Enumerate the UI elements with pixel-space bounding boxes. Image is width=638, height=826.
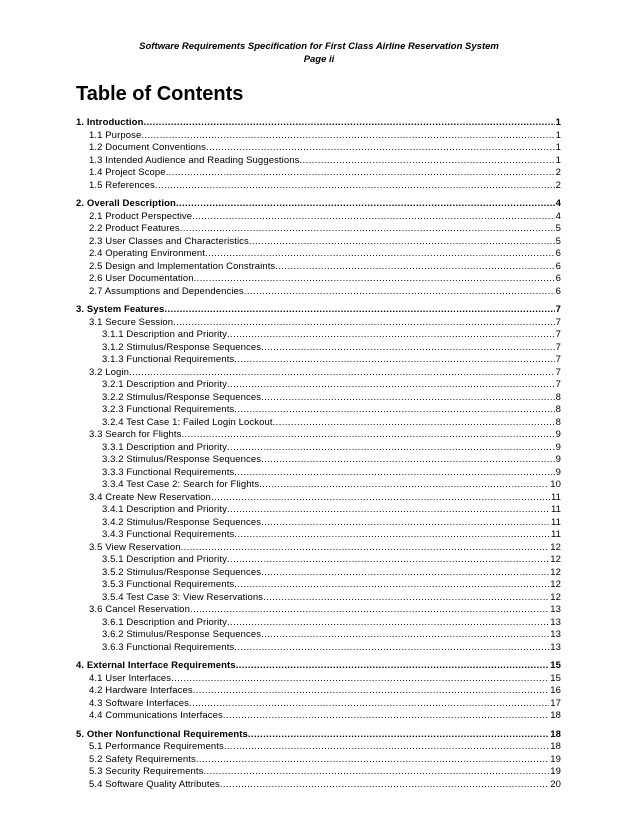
dot-leader [196, 754, 549, 767]
toc-entry-2-5-design-and-implementation-constraints[interactable] [76, 261, 561, 274]
toc-entry-1-5-references[interactable] [76, 180, 561, 193]
dot-leader [176, 198, 555, 211]
toc-entry-page-number: 12 [550, 591, 561, 603]
dot-leader [234, 467, 554, 480]
dot-leader [234, 579, 549, 592]
dot-leader [236, 660, 550, 673]
dot-leader [261, 392, 555, 405]
toc-entry-label: 3.2.2 Stimulus/Response Sequences [102, 391, 262, 403]
dot-leader [141, 130, 554, 143]
toc-entry-3-5-1-description-and-priority[interactable] [76, 554, 561, 567]
toc-entry-page-number: 9 [555, 466, 561, 478]
toc-entry-page-number: 20 [550, 778, 561, 790]
toc-entry-page-number: 7 [555, 379, 561, 390]
toc-entry-page-number: 1 [555, 117, 561, 128]
dot-leader [261, 342, 555, 355]
toc-entry-label: 3.4.3 Functional Requirements [102, 529, 235, 540]
dot-leader [249, 236, 555, 249]
toc-entry-page-number: 5 [555, 223, 561, 234]
toc-entry-label: 1.5 References [89, 179, 155, 191]
toc-entry-1-1-purpose[interactable] [76, 130, 561, 143]
toc-entry-5-1-performance-requirements[interactable] [76, 741, 561, 754]
toc-entry-2-7-assumptions-and-dependencies[interactable] [76, 286, 561, 299]
dot-leader [227, 442, 555, 455]
toc-entry-page-number: 2 [555, 167, 561, 178]
toc-entry-page-number: 6 [555, 248, 561, 259]
toc-entry-label: 5.3 Security Requirements [89, 766, 204, 777]
toc-entry-3-6-cancel-reservation[interactable] [76, 604, 561, 617]
dot-leader [227, 329, 555, 342]
toc-entry-label: 1.1 Purpose [89, 129, 142, 141]
toc-entry-page-number: 7 [555, 316, 561, 328]
dot-leader [261, 454, 555, 467]
toc-entry-page-number: 4 [555, 198, 561, 209]
toc-entry-label: 2. Overall Description [76, 198, 176, 209]
toc-entry-5-2-safety-requirements[interactable] [76, 754, 561, 767]
toc-entry-page-number: 11 [550, 529, 561, 540]
toc-entry-label: 2.4 Operating Environment [89, 248, 206, 259]
toc-entry-label: 3.3.3 Functional Requirements [102, 466, 235, 478]
toc-entry-label: 3.3.1 Description and Priority [102, 441, 227, 453]
toc-entry-label: 1.4 Project Scope [89, 167, 166, 178]
dot-leader [181, 542, 550, 555]
toc-entry-3-system-features[interactable] [76, 304, 561, 317]
toc-entry-page-number: 12 [550, 566, 561, 578]
toc-entry-label: 3.6 Cancel Reservation [89, 604, 190, 615]
toc-entry-3-4-create-new-reservation[interactable] [76, 492, 561, 505]
toc-entry-3-6-1-description-and-priority[interactable] [76, 617, 561, 630]
dot-leader [273, 417, 555, 430]
dot-leader [261, 629, 549, 642]
toc-entry-3-4-1-description-and-priority[interactable] [76, 504, 561, 517]
dot-leader [129, 367, 555, 380]
toc-entry-label: 3.3 Search for Flights [89, 429, 182, 440]
toc-entry-5-3-security-requirements[interactable] [76, 766, 561, 779]
toc-entry-3-5-view-reservation[interactable] [76, 542, 561, 555]
table-of-contents [76, 117, 561, 797]
toc-entry-label: 2.5 Design and Implementation Constraints [89, 260, 276, 272]
toc-entry-page-number: 9 [555, 441, 561, 453]
toc-entry-page-number: 16 [550, 685, 561, 696]
toc-entry-label: 4.1 User Interfaces [89, 672, 172, 684]
toc-entry-label: 3.5.4 Test Case 3: View Reservations [102, 591, 264, 603]
toc-entry-page-number: 13 [550, 641, 561, 653]
toc-section [76, 198, 561, 298]
toc-entry-label: 3.5.3 Functional Requirements [102, 579, 235, 590]
dot-leader [166, 167, 555, 180]
toc-entry-page-number: 12 [550, 554, 561, 565]
running-header [0, 40, 638, 66]
toc-entry-page-number: 11 [550, 504, 561, 515]
toc-entry-2-3-user-classes-and-characteristics[interactable] [76, 236, 561, 249]
toc-entry-label: 3.5.2 Stimulus/Response Sequences [102, 566, 262, 578]
toc-entry-4-1-user-interfaces[interactable] [76, 673, 561, 686]
dot-leader [244, 286, 555, 299]
toc-entry-3-2-login[interactable] [76, 367, 561, 380]
toc-entry-label: 3.3.4 Test Case 2: Search for Flights [102, 479, 260, 490]
toc-entry-label: 4.3 Software Interfaces [89, 697, 189, 709]
dot-leader [300, 155, 555, 168]
toc-entry-label: 4. External Interface Requirements [76, 660, 236, 671]
toc-entry-label: 2.3 User Classes and Characteristics [89, 235, 249, 247]
toc-entry-label: 1.2 Document Conventions [89, 142, 206, 153]
toc-entry-label: 4.4 Communications Interfaces [89, 710, 223, 721]
toc-entry-page-number: 7 [555, 304, 561, 315]
toc-section [76, 660, 561, 723]
dot-leader [227, 617, 549, 630]
dot-leader [206, 142, 555, 155]
dot-leader [227, 554, 549, 567]
toc-entry-2-4-operating-environment[interactable] [76, 248, 561, 261]
toc-entry-page-number: 13 [550, 629, 561, 640]
dot-leader [211, 492, 550, 505]
toc-entry-page-number: 18 [550, 728, 561, 740]
toc-entry-label: 3. System Features [76, 304, 165, 315]
dot-leader [261, 517, 550, 530]
toc-entry-page-number: 6 [555, 285, 561, 297]
toc-entry-4-external-interface-requirements[interactable] [76, 660, 561, 673]
toc-entry-3-5-3-functional-requirements[interactable] [76, 579, 561, 592]
toc-entry-page-number: 6 [555, 260, 561, 272]
toc-entry-label: 3.2.1 Description and Priority [102, 379, 227, 390]
dot-leader [164, 304, 554, 317]
toc-entry-3-4-2-stimulus-response-sequences[interactable] [76, 517, 561, 530]
toc-entry-1-4-project-scope[interactable] [76, 167, 561, 180]
toc-entry-label: 3.2.3 Functional Requirements [102, 404, 235, 415]
toc-entry-page-number: 9 [555, 429, 561, 440]
toc-entry-label: 3.4 Create New Reservation [89, 491, 211, 503]
toc-entry-page-number: 5 [555, 235, 561, 247]
toc-entry-page-number: 7 [555, 329, 561, 340]
dot-leader [227, 504, 550, 517]
toc-entry-page-number: 18 [550, 741, 561, 752]
toc-entry-page-number: 12 [550, 579, 561, 590]
toc-entry-label: 2.6 User Documentation [89, 273, 194, 284]
toc-entry-page-number: 11 [550, 516, 561, 528]
toc-entry-page-number: 8 [555, 404, 561, 415]
toc-entry-2-1-product-perspective[interactable] [76, 211, 561, 224]
dot-leader [171, 673, 549, 686]
toc-entry-label: 2.2 Product Features [89, 223, 180, 234]
dot-leader [259, 479, 549, 492]
toc-entry-3-3-3-functional-requirements[interactable] [76, 467, 561, 480]
toc-entry-label: 2.7 Assumptions and Dependencies [89, 285, 244, 297]
toc-entry-3-2-3-functional-requirements[interactable] [76, 404, 561, 417]
toc-entry-page-number: 12 [550, 541, 561, 553]
toc-entry-3-1-1-description-and-priority[interactable] [76, 329, 561, 342]
toc-entry-label: 3.6.3 Functional Requirements [102, 641, 235, 653]
toc-entry-label: 3.3.2 Stimulus/Response Sequences [102, 454, 262, 465]
dot-leader [248, 729, 549, 742]
toc-entry-label: 3.4.1 Description and Priority [102, 504, 227, 515]
toc-entry-page-number: 1 [555, 142, 561, 153]
toc-entry-label: 2.1 Product Perspective [89, 210, 193, 222]
dot-leader [220, 779, 549, 792]
toc-title: Table of Contents [76, 83, 244, 105]
toc-entry-page-number: 4 [555, 210, 561, 222]
toc-entry-4-3-software-interfaces[interactable] [76, 698, 561, 711]
toc-entry-3-3-search-for-flights[interactable] [76, 429, 561, 442]
toc-entry-2-2-product-features[interactable] [76, 223, 561, 236]
toc-entry-3-1-secure-session[interactable] [76, 317, 561, 330]
toc-entry-3-6-2-stimulus-response-sequences[interactable] [76, 629, 561, 642]
toc-entry-3-6-3-functional-requirements[interactable] [76, 642, 561, 655]
toc-entry-page-number: 1 [555, 154, 561, 166]
toc-section [76, 304, 561, 654]
toc-entry-label: 3.2.4 Test Case 1: Failed Login Lockout [102, 416, 273, 428]
toc-entry-4-4-communications-interfaces[interactable] [76, 710, 561, 723]
toc-entry-1-introduction[interactable] [76, 117, 561, 130]
toc-entry-3-1-3-functional-requirements[interactable] [76, 354, 561, 367]
toc-entry-3-3-1-description-and-priority[interactable] [76, 442, 561, 455]
toc-entry-label: 3.1.3 Functional Requirements [102, 354, 235, 365]
toc-entry-label: 1.3 Intended Audience and Reading Suggestions [89, 154, 300, 166]
toc-entry-3-2-4-test-case-1-failed-login-lockout[interactable] [76, 417, 561, 430]
toc-entry-page-number: 7 [555, 354, 561, 365]
toc-entry-label: 3.5.1 Description and Priority [102, 554, 227, 565]
dot-leader [180, 223, 555, 236]
dot-leader [173, 317, 554, 330]
toc-entry-label: 3.6.1 Description and Priority [102, 616, 227, 628]
toc-entry-2-overall-description[interactable] [76, 198, 561, 211]
toc-entry-1-3-intended-audience-and-reading-suggestions[interactable] [76, 155, 561, 168]
dot-leader [143, 117, 554, 130]
toc-section [76, 729, 561, 792]
toc-entry-3-5-2-stimulus-response-sequences[interactable] [76, 567, 561, 580]
toc-entry-label: 3.1.1 Description and Priority [102, 329, 227, 340]
toc-entry-page-number: 15 [550, 660, 561, 671]
dot-leader [194, 273, 555, 286]
document-title-header: Software Requirements Specification for First Class Airline Reservation System [139, 41, 499, 52]
dot-leader [189, 698, 549, 711]
dot-leader [261, 567, 549, 580]
toc-entry-page-number: 7 [555, 341, 561, 353]
toc-entry-label: 4.2 Hardware Interfaces [89, 685, 193, 696]
toc-entry-page-number: 1 [555, 129, 561, 141]
dot-leader [190, 604, 549, 617]
toc-entry-page-number: 13 [550, 604, 561, 615]
toc-entry-page-number: 7 [555, 366, 561, 378]
dot-leader [224, 741, 549, 754]
dot-leader [182, 429, 555, 442]
toc-entry-3-4-3-functional-requirements[interactable] [76, 529, 561, 542]
toc-entry-5-other-nonfunctional-requirements[interactable] [76, 729, 561, 742]
toc-entry-page-number: 9 [555, 454, 561, 465]
dot-leader [227, 379, 555, 392]
toc-entry-label: 3.1.2 Stimulus/Response Sequences [102, 341, 262, 353]
toc-entry-2-6-user-documentation[interactable] [76, 273, 561, 286]
dot-leader [155, 180, 555, 193]
toc-entry-page-number: 17 [550, 697, 561, 709]
toc-entry-3-3-2-stimulus-response-sequences[interactable] [76, 454, 561, 467]
toc-entry-label: 3.2 Login [89, 366, 129, 378]
toc-entry-3-3-4-test-case-2-search-for-flights[interactable] [76, 479, 561, 492]
dot-leader [234, 404, 554, 417]
dot-leader [234, 354, 554, 367]
toc-entry-3-1-2-stimulus-response-sequences[interactable] [76, 342, 561, 355]
toc-entry-page-number: 6 [555, 273, 561, 284]
dot-leader [192, 211, 554, 224]
toc-entry-3-5-4-test-case-3-view-reservations[interactable] [76, 592, 561, 605]
toc-entry-page-number: 15 [550, 672, 561, 684]
toc-entry-label: 5.4 Software Quality Attributes [89, 778, 220, 790]
toc-entry-label: 3.6.2 Stimulus/Response Sequences [102, 629, 262, 640]
toc-entry-page-number: 11 [550, 491, 561, 503]
toc-entry-page-number: 19 [550, 753, 561, 765]
dot-leader [223, 710, 549, 723]
toc-entry-label: 1. Introduction [76, 117, 144, 128]
dot-leader [263, 592, 549, 605]
toc-entry-page-number: 19 [550, 766, 561, 777]
toc-entry-page-number: 13 [550, 616, 561, 628]
toc-entry-4-2-hardware-interfaces[interactable] [76, 685, 561, 698]
toc-entry-label: 3.1 Secure Session [89, 316, 174, 328]
dot-leader [205, 248, 555, 261]
toc-entry-page-number: 8 [555, 416, 561, 428]
toc-entry-label: 5.1 Performance Requirements [89, 741, 224, 752]
toc-entry-page-number: 10 [550, 479, 561, 490]
toc-entry-page-number: 18 [550, 710, 561, 721]
toc-entry-1-2-document-conventions[interactable] [76, 142, 561, 155]
toc-section [76, 117, 561, 192]
toc-entry-label: 3.5 View Reservation [89, 541, 181, 553]
toc-entry-3-2-2-stimulus-response-sequences[interactable] [76, 392, 561, 405]
dot-leader [275, 261, 554, 274]
toc-entry-label: 5. Other Nonfunctional Requirements [76, 728, 248, 740]
dot-leader [193, 685, 550, 698]
dot-leader [234, 642, 549, 655]
toc-entry-page-number: 8 [555, 391, 561, 403]
toc-entry-3-2-1-description-and-priority[interactable] [76, 379, 561, 392]
dot-leader [203, 766, 549, 779]
toc-entry-page-number: 2 [555, 179, 561, 191]
dot-leader [234, 529, 550, 542]
page-number-header: Page ii [303, 54, 335, 65]
toc-entry-label: 5.2 Safety Requirements [89, 753, 196, 765]
toc-entry-5-4-software-quality-attributes[interactable] [76, 779, 561, 792]
toc-entry-label: 3.4.2 Stimulus/Response Sequences [102, 516, 262, 528]
